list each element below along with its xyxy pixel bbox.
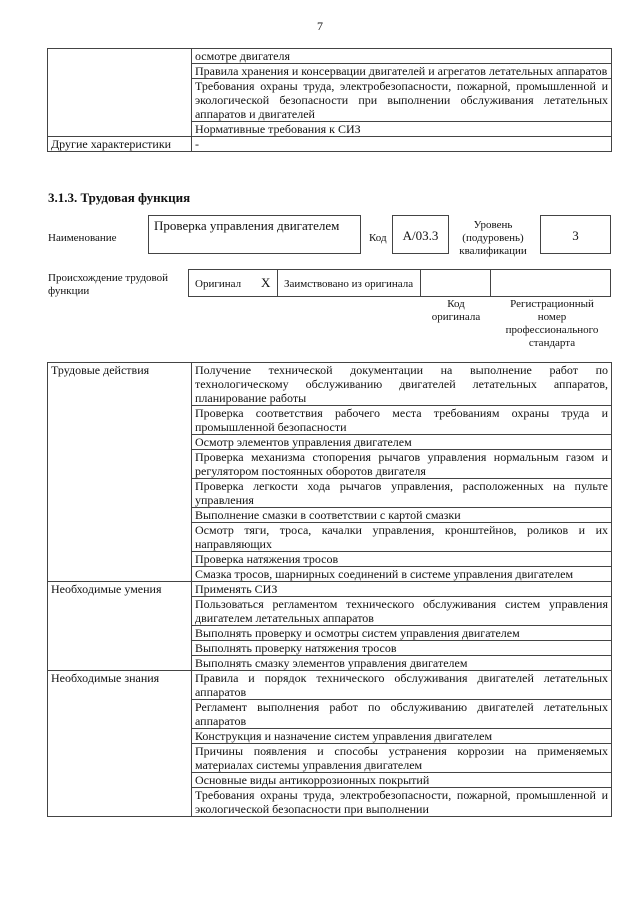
knowledge-item: Причины появления и способы устранения коррозии на применяемых материалах системы управления двигателем [192, 744, 612, 773]
origin-label: Происхождение трудовой функции [48, 272, 169, 297]
skill-item: Выполнять проверку и осмотры систем управления двигателем [192, 626, 612, 641]
table-row [48, 582, 612, 597]
labor-action-item: Осмотр элементов управления двигателем [192, 435, 612, 450]
labor-action-item: Выполнение смазки в соответствии с картой смазки [192, 508, 612, 523]
skill-item: Выполнять проверку натяжения тросов [192, 641, 612, 656]
knowledge-item: Нормативные требования к СИЗ [192, 122, 612, 137]
other-characteristics-value: - [192, 137, 612, 152]
empty-label-cell [48, 49, 192, 137]
reg-number-cell [490, 269, 611, 297]
section-label: Трудовые действия [48, 363, 192, 582]
skill-item: Применять СИЗ [192, 582, 612, 597]
table-row [48, 137, 612, 152]
knowledge-item: Основные виды антикоррозионных покрытий [192, 773, 612, 788]
original-mark: X [261, 275, 271, 290]
knowledge-item: Конструкция и назначение систем управления двигателем [192, 729, 612, 744]
labor-action-item: Проверка соответствия рабочего места требованиям охраны труда и промышленной безопасности [192, 406, 612, 435]
code-original-cell [420, 269, 491, 297]
continuation-table [47, 48, 612, 152]
labor-action-item: Осмотр тяги, троса, качалки управления, кронштейнов, роликов и их направляющих [192, 523, 612, 552]
knowledge-item: Правила и порядок технического обслуживания двигателей летательных аппаратов [192, 671, 612, 700]
knowledge-item: Регламент выполнения работ по обслуживанию двигателей летательных аппаратов [192, 700, 612, 729]
name-value: Проверка управления двигателем [148, 215, 361, 254]
section-heading: 3.1.3. Трудовая функция [48, 190, 191, 205]
section-label: Необходимые умения [48, 582, 192, 671]
labor-action-item: Проверка натяжения тросов [192, 552, 612, 567]
table-row [48, 49, 612, 64]
level-value: 3 [540, 215, 611, 254]
skill-item: Пользоваться регламентом технического обслуживания систем управления двигателем летательных аппаратов [192, 597, 612, 626]
other-characteristics-label: Другие характеристики [48, 137, 192, 152]
knowledge-item: Требования охраны труда, электробезопасности, пожарной, промышленной и экологической безопасности при выполнении [192, 788, 612, 817]
knowledge-item: Правила хранения и консервации двигателей и агрегатов летательных аппаратов [192, 64, 612, 79]
labor-action-item: Получение технической документации на выполнение работ по технологическому обслуживанию двигателей летательных аппаратов, планирование работы [192, 363, 612, 406]
borrowed-cell [277, 269, 421, 297]
knowledge-item: осмотре двигателя [192, 49, 612, 64]
code-label: Код [369, 232, 387, 244]
code-original-label: Код оригинала [431, 298, 481, 323]
labor-action-item: Проверка легкости хода рычагов управления, расположенных на пульте управления [192, 479, 612, 508]
original-cell [188, 269, 278, 297]
labor-function-table [47, 362, 612, 817]
table-row [48, 363, 612, 406]
level-label: Уровень (подуровень) квалификации [459, 219, 527, 257]
knowledge-item: Требования охраны труда, электробезопасности, пожарной, промышленной и экологической безопасности при выполнении обслуживания летательных аппаратов и двигателей [192, 79, 612, 122]
reg-number-label: Регистрационный номер профессионального стандарта [505, 298, 599, 349]
code-value: А/03.3 [392, 215, 449, 254]
skill-item: Выполнять смазку элементов управления двигателем [192, 656, 612, 671]
borrowed-label: Заимствовано из оригинала [284, 278, 414, 290]
section-label: Необходимые знания [48, 671, 192, 817]
labor-action-item: Проверка механизма стопорения рычагов управления нормальным газом и регулятором постоянных оборотов двигателя [192, 450, 612, 479]
name-label: Наименование [48, 232, 117, 244]
labor-action-item: Смазка тросов, шарнирных соединений в системе управления двигателем [192, 567, 612, 582]
original-label: Оригинал [195, 278, 242, 290]
table-row [48, 671, 612, 700]
page-number: 7 [317, 19, 323, 33]
